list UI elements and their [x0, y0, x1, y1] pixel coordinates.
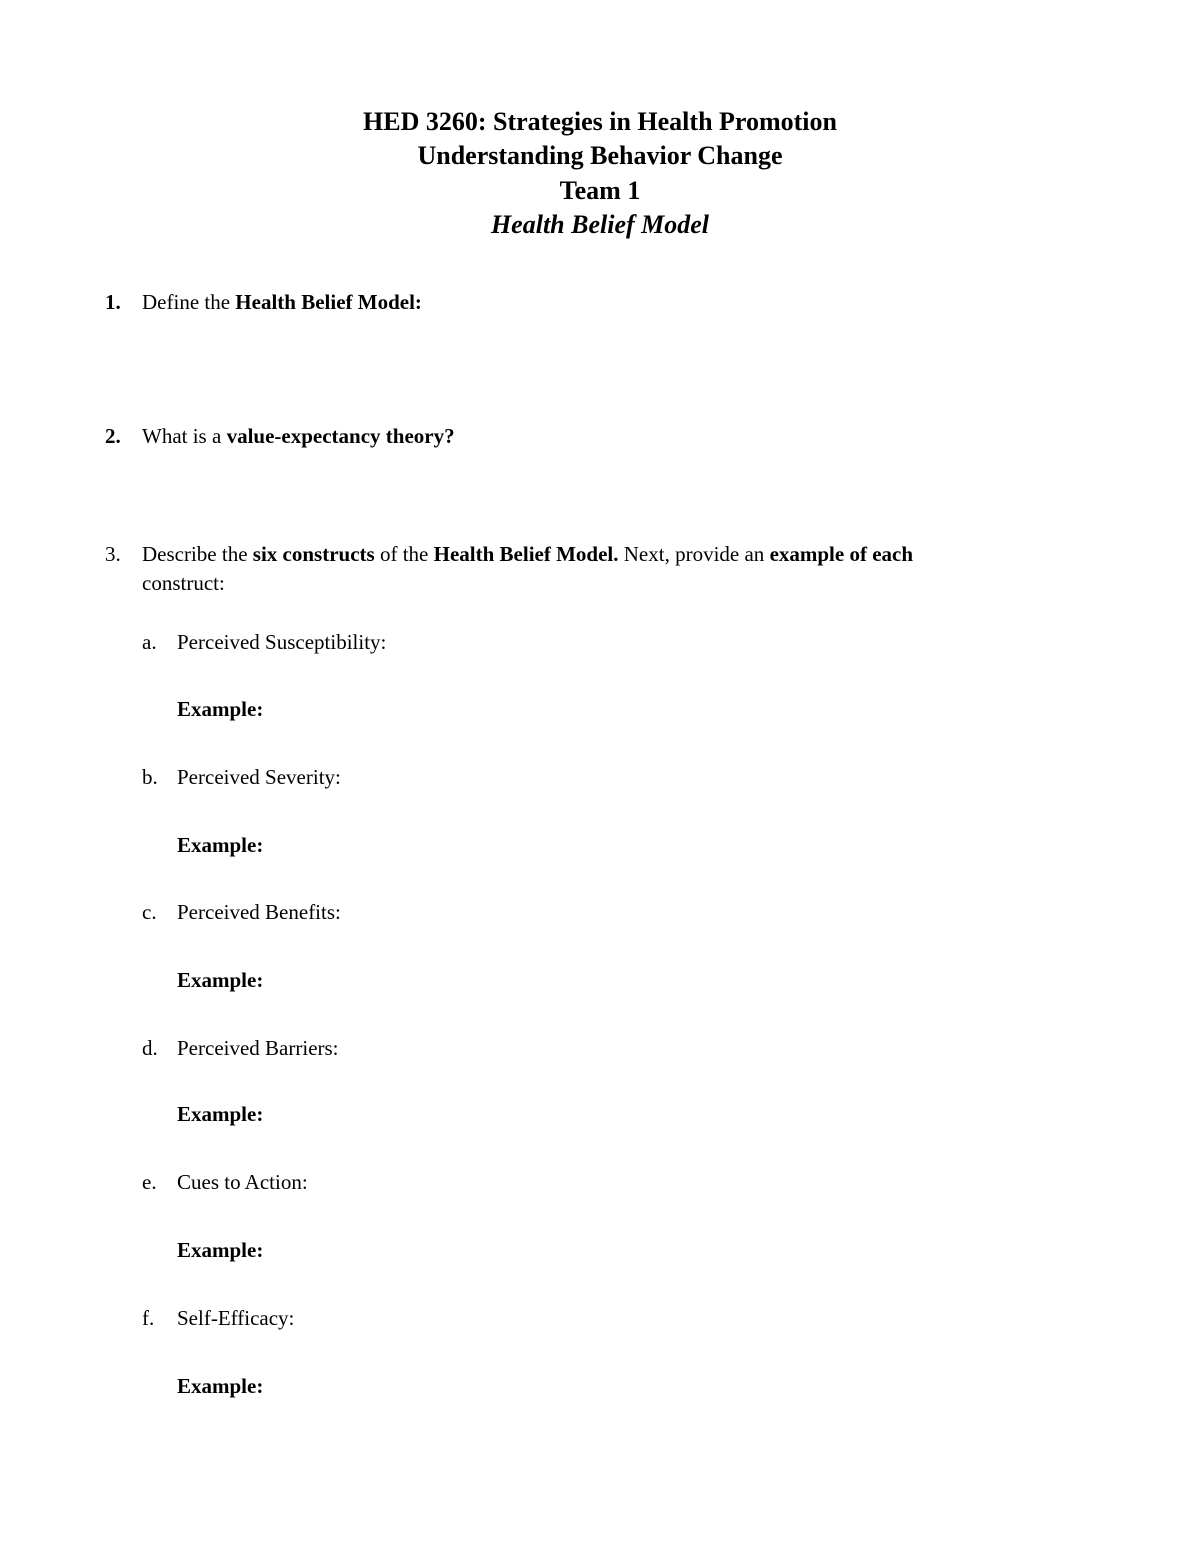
question-1-bold: Health Belief Model: — [235, 290, 422, 314]
construct-label: Perceived Susceptibility: — [177, 630, 387, 654]
q3-part2: of the — [374, 542, 434, 566]
construct-d-example — [0, 1100, 1200, 1128]
question-2-bold: value-expectancy theory? — [226, 424, 455, 448]
question-2-prefix: What is a — [142, 424, 227, 448]
construct-e-example — [0, 1236, 1200, 1264]
construct-c-example — [0, 966, 1200, 994]
construct-letter: a. — [142, 630, 157, 654]
model-title: Health Belief Model — [490, 210, 710, 239]
construct-letter: f. — [142, 1306, 155, 1330]
question-1-text — [142, 288, 422, 316]
question-3 — [0, 540, 1200, 568]
example-label: Example: — [177, 697, 264, 721]
question-3-number: 3. — [105, 542, 121, 566]
question-2-number: 2. — [105, 424, 121, 448]
topic-title: Understanding Behavior Change — [417, 141, 783, 170]
course-title: HED 3260: Strategies in Health Promotion — [363, 107, 837, 136]
question-1-number: 1. — [105, 290, 121, 314]
example-label: Example: — [177, 833, 264, 857]
construct-a-example — [0, 695, 1200, 723]
construct-a — [0, 628, 1200, 656]
example-label: Example: — [177, 1238, 264, 1262]
construct-letter: c. — [142, 900, 157, 924]
question-3-line2 — [0, 569, 1200, 597]
question-3-continuation: construct: — [142, 571, 225, 595]
q3-part3: Next, provide an — [618, 542, 770, 566]
construct-f-example — [0, 1372, 1200, 1400]
question-1 — [0, 288, 1200, 316]
question-1-prefix: Define the — [142, 290, 236, 314]
q3-bold3: example of each — [769, 542, 914, 566]
construct-label: Self-Efficacy: — [177, 1306, 295, 1330]
example-label: Example: — [177, 968, 264, 992]
construct-label: Perceived Severity: — [177, 765, 341, 789]
example-label: Example: — [177, 1374, 264, 1398]
construct-label: Perceived Barriers: — [177, 1036, 339, 1060]
construct-d — [0, 1034, 1200, 1062]
question-2-text — [142, 422, 455, 450]
q3-part1: Describe the — [142, 542, 253, 566]
construct-e — [0, 1168, 1200, 1196]
construct-b-example — [0, 831, 1200, 859]
construct-f — [0, 1304, 1200, 1332]
construct-label: Perceived Benefits: — [177, 900, 341, 924]
example-label: Example: — [177, 1102, 264, 1126]
q3-bold1: six constructs — [252, 542, 375, 566]
construct-c — [0, 898, 1200, 926]
q3-bold2: Health Belief Model. — [433, 542, 619, 566]
construct-letter: d. — [142, 1036, 158, 1060]
construct-label: Cues to Action: — [177, 1170, 308, 1194]
construct-letter: e. — [142, 1170, 157, 1194]
construct-b — [0, 763, 1200, 791]
question-3-text — [142, 540, 913, 568]
question-2 — [0, 422, 1200, 450]
team-title: Team 1 — [559, 176, 641, 205]
construct-letter: b. — [142, 765, 158, 789]
